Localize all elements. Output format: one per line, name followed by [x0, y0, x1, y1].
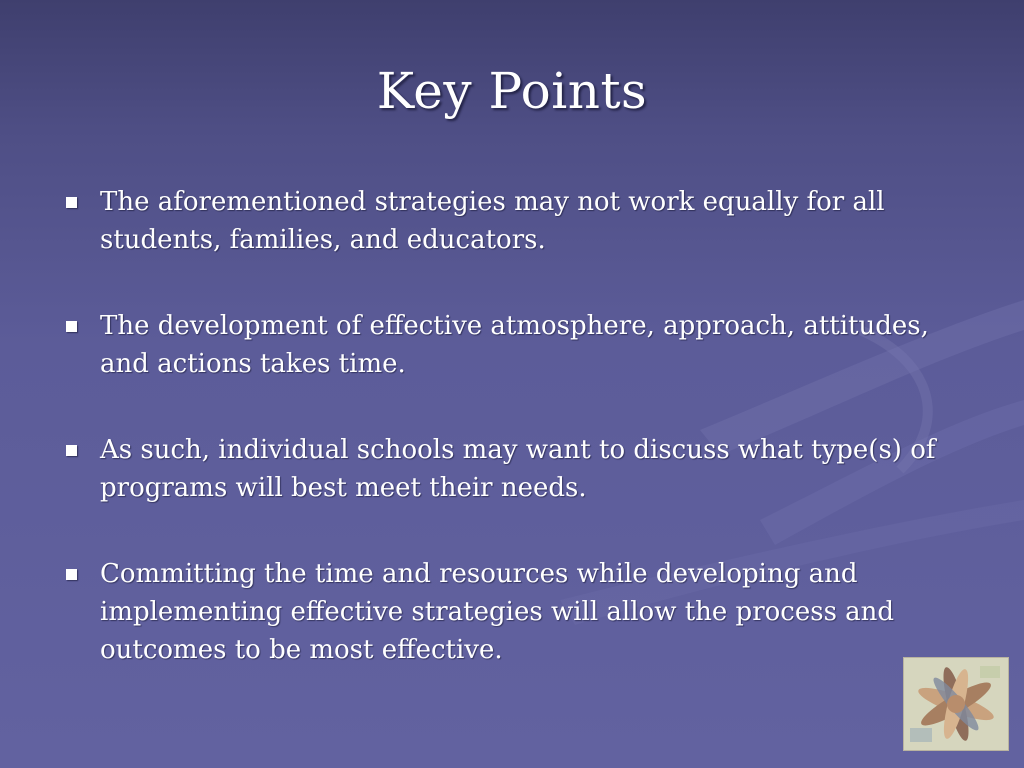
slide-title: Key Points: [376, 62, 648, 120]
bullet-text: The aforementioned strategies may not work equally for all students, families, and educators.: [100, 187, 885, 255]
bullet-text: The development of effective atmosphere, approach, attitudes, and actions takes time.: [100, 311, 929, 379]
bullet-item: [60, 431, 970, 507]
square-bullet-icon: [66, 569, 77, 580]
bullet-text: As such, individual schools may want to discuss what type(s) of programs will best meet their needs.: [100, 435, 936, 503]
bullet-list: [60, 183, 970, 717]
square-bullet-icon: [66, 197, 77, 208]
bullet-item: [60, 555, 970, 669]
square-bullet-icon: [66, 445, 77, 456]
bullet-item: [60, 307, 970, 383]
square-bullet-icon: [66, 321, 77, 332]
bullet-text: Committing the time and resources while developing and implementing effective strategies will allow the process and outcomes to be most effective.: [100, 559, 895, 665]
joined-hands-icon: [903, 657, 1009, 751]
bullet-item: [60, 183, 970, 259]
